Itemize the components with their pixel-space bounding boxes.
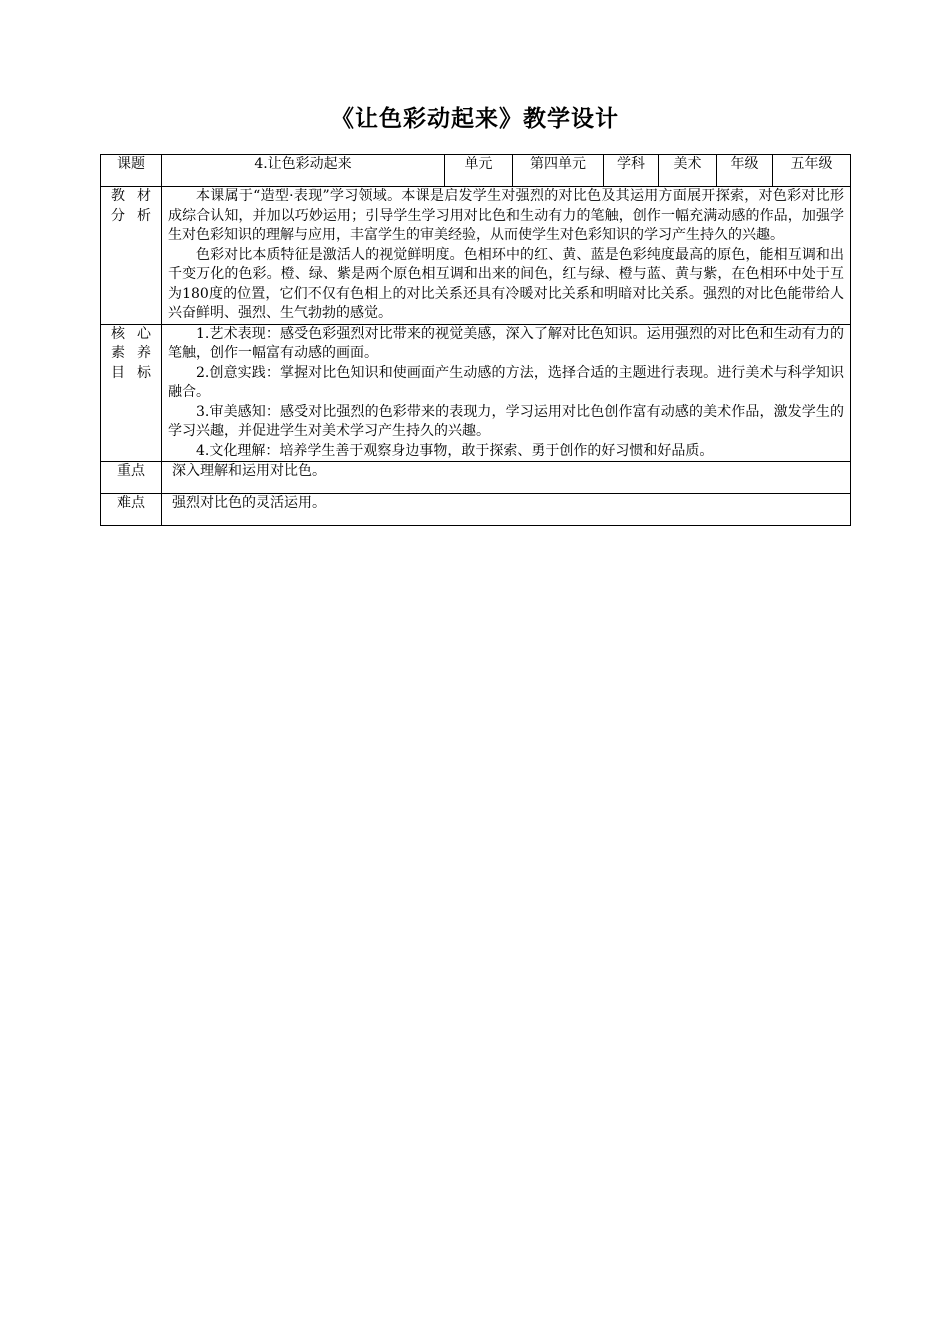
- difficulty-value: 强烈对比色的灵活运用。: [162, 494, 851, 526]
- difficulty-row: [101, 494, 851, 526]
- material-paragraph: 本课属于“造型·表现”学习领域。本课是启发学生对强烈的对比色及其运用方面展开探索，对色彩对比形成综合认知，并加以巧妙运用；引导学生学习用对比色和生动有力的笔触，创作一幅充满动感的作品，加强学生对色彩知识的理解与应用，丰富学生的审美经验，从而使学生对色彩知识的学习产生持久的兴趣。: [168, 188, 844, 243]
- key-point-value: 深入理解和运用对比色。: [162, 462, 851, 494]
- label-line: 目 标: [111, 364, 151, 381]
- page-title: 《让色彩动起来》教学设计: [331, 106, 619, 132]
- label-line: 核 心: [111, 325, 151, 342]
- grade-label: 年级: [717, 155, 773, 187]
- unit-label: 单元: [445, 155, 513, 187]
- subject-value: 美术: [659, 155, 717, 187]
- core-goals-content: [162, 324, 851, 462]
- label-line: 分 析: [111, 207, 151, 224]
- goal-paragraph: 2.创意实践：掌握对比色知识和使画面产生动感的方法，选择合适的主题进行表现。进行美术与科学知识融合。: [168, 364, 844, 400]
- goal-paragraph: 3.审美感知：感受对比强烈的色彩带来的表现力，学习运用对比色创作富有动感的美术作品，激发学生的学习兴趣，并促进学生对美术学习产生持久的兴趣。: [168, 403, 844, 439]
- lesson-plan-table: [100, 154, 851, 526]
- material-analysis-label: [101, 187, 162, 325]
- material-analysis-content: [162, 187, 851, 325]
- core-goals-row: [101, 324, 851, 462]
- grade-value: 五年级: [773, 155, 851, 187]
- key-point-row: [101, 462, 851, 494]
- unit-value: 第四单元: [513, 155, 604, 187]
- label-line: 教 材: [111, 188, 151, 204]
- difficulty-label: 难点: [101, 494, 162, 526]
- goal-paragraph: 4.文化理解：培养学生善于观察身边事物，敢于探索、勇于创作的好习惯和好品质。: [196, 442, 714, 459]
- subject-label: 学科: [604, 155, 659, 187]
- material-paragraph: 色彩对比本质特征是激活人的视觉鲜明度。色相环中的红、黄、蓝是色彩纯度最高的原色，能相互调和出千变万化的色彩。橙、绿、紫是两个原色相互调和出来的间色，红与绿、橙与蓝、黄与紫，在色相环中处于互为180度的位置，它们不仅有色相上的对比关系还具有冷暖对比关系和明暗对比关系。强烈的对比色能带给人兴奋鲜明、强烈、生气勃勃的感觉。: [168, 246, 844, 321]
- header-row: [101, 155, 851, 187]
- label-line: 素 养: [111, 345, 151, 361]
- key-point-label: 重点: [101, 462, 162, 494]
- material-analysis-row: [101, 187, 851, 325]
- topic-value: 4.让色彩动起来: [162, 155, 445, 187]
- goal-paragraph: 1.艺术表现：感受色彩强烈对比带来的视觉美感，深入了解对比色知识。运用强烈的对比色和生动有力的笔触，创作一幅富有动感的画面。: [168, 325, 844, 361]
- core-goals-label: [101, 324, 162, 462]
- topic-label: 课题: [101, 155, 162, 187]
